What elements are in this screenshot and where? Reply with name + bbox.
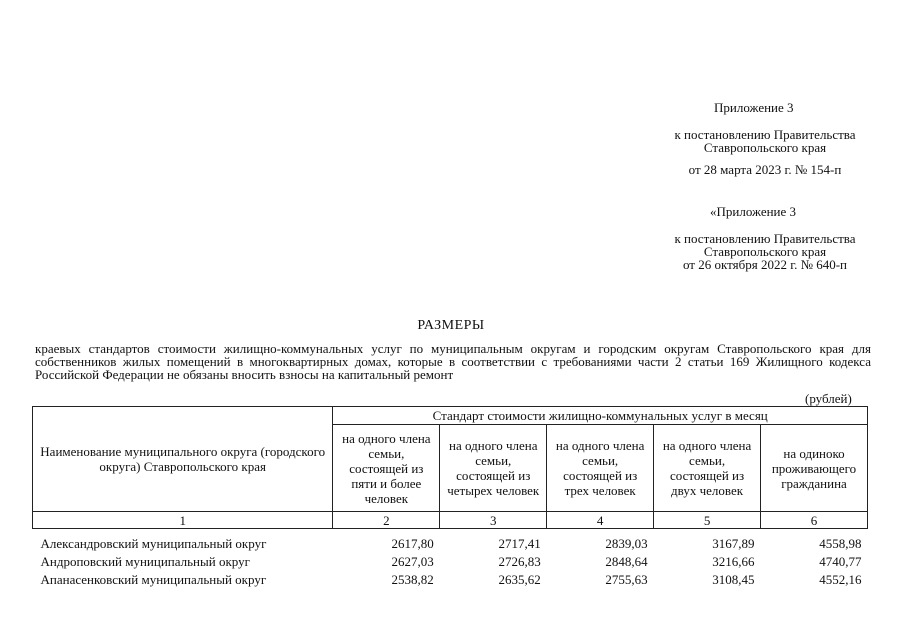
resolution-reference	[600, 128, 902, 154]
column-header-two: на одного члена семьи, состоящей из двух человек	[654, 425, 761, 512]
document-subtitle: краевых стандартов стоимости жилищно-коммунальных услуг по муниципальным округам и городским округам Ставропольского края для собственников жилых помещений в многоквартирных домах, которые в соответствии с требованиями части 2 статьи 169 Жилищного кодекса Российской Федерации не обязаны вносить взносы на капитальный ремонт	[35, 341, 871, 382]
district-name: Александровский муниципальный округ	[40, 536, 267, 551]
previous-resolution-reference	[600, 232, 902, 271]
column-header-five-plus: на одного члена семьи, состоящей из пяти и более человек	[333, 425, 440, 512]
cost-value: 3167,89	[712, 536, 755, 551]
column-number: 2	[333, 512, 440, 529]
column-number: 4	[547, 512, 654, 529]
resolution-date: от 28 марта 2023 г. № 154-п	[688, 162, 842, 177]
cost-value: 4740,77	[819, 554, 862, 569]
cost-value: 2627,03	[391, 554, 434, 569]
table-row	[33, 535, 868, 553]
column-group-header: Стандарт стоимости жилищно-коммунальных услуг в месяц	[333, 407, 868, 425]
previous-resolution-line-1: к постановлению Правительства	[674, 231, 856, 246]
column-header-single: на одиноко проживающего гражданина	[761, 425, 868, 512]
column-number: 1	[33, 512, 333, 529]
district-name: Апанасенковский муниципальный округ	[40, 572, 267, 587]
cost-value: 3108,45	[712, 572, 755, 587]
column-number: 5	[654, 512, 761, 529]
cost-value: 4558,98	[819, 536, 862, 551]
table-row	[33, 571, 868, 589]
cost-value: 2755,63	[605, 572, 648, 587]
column-header-four: на одного члена семьи, состоящей из четырех человек	[440, 425, 547, 512]
cost-value: 2617,80	[391, 536, 434, 551]
resolution-line-2: Ставропольского края	[703, 140, 827, 155]
cost-value: 3216,66	[712, 554, 755, 569]
cost-value: 2538,82	[391, 572, 434, 587]
previous-resolution-line-2: Ставропольского края	[703, 244, 827, 259]
quoted-appendix-label: «Приложение 3	[710, 204, 797, 219]
cost-value: 2726,83	[498, 554, 541, 569]
cost-value: 4552,16	[819, 572, 862, 587]
column-header-name: Наименование муниципального округа (городского округа) Ставропольского края	[33, 407, 333, 512]
district-name: Андроповский муниципальный округ	[40, 554, 250, 569]
cost-value: 2635,62	[498, 572, 541, 587]
cost-standards-table	[32, 406, 868, 589]
column-header-three: на одного члена семьи, состоящей из трех человек	[547, 425, 654, 512]
table-row	[33, 553, 868, 571]
cost-value: 2839,03	[605, 536, 648, 551]
previous-resolution-date: от 26 октября 2022 г. № 640-п	[682, 257, 848, 272]
resolution-line-1: к постановлению Правительства	[674, 127, 856, 142]
appendix-label: Приложение 3	[714, 100, 794, 115]
column-number: 3	[440, 512, 547, 529]
document-title: РАЗМЕРЫ	[417, 318, 485, 333]
column-number: 6	[761, 512, 868, 529]
cost-value: 2717,41	[498, 536, 541, 551]
cost-value: 2848,64	[605, 554, 648, 569]
units-label: (рублей)	[805, 391, 852, 406]
